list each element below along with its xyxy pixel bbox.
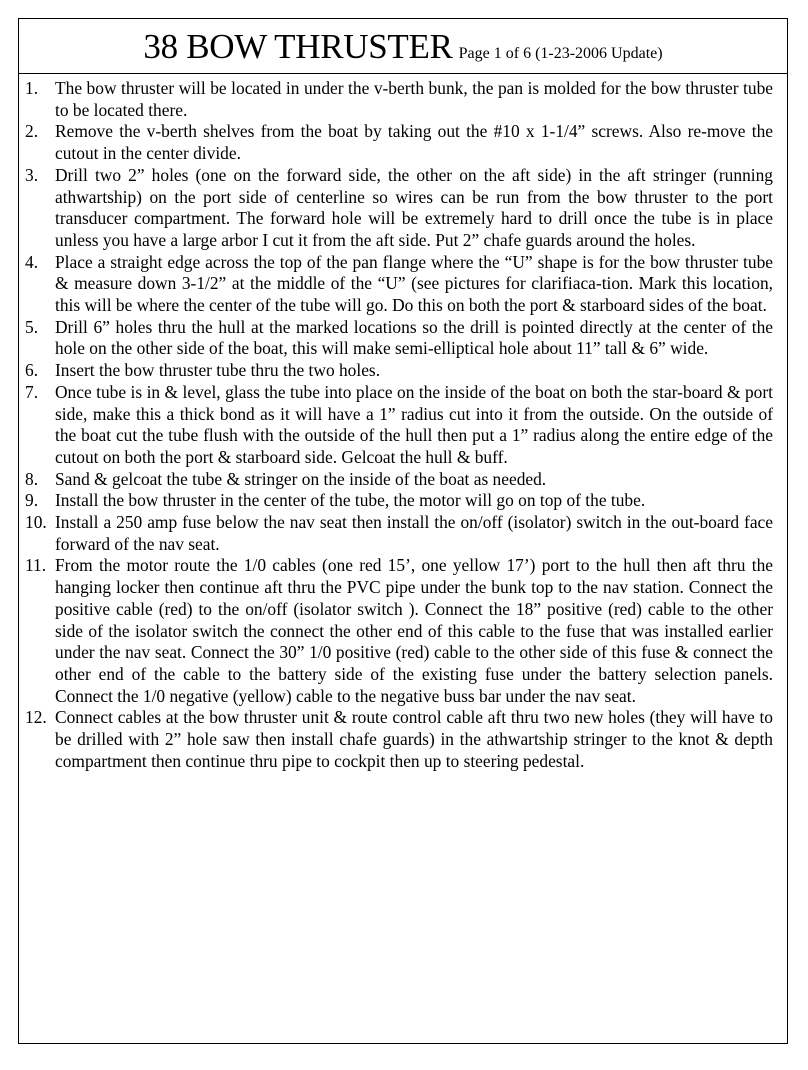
step-number: 9. [25,490,39,511]
instruction-step [19,469,787,491]
step-text: Connect cables at the bow thruster unit & route control cable aft thru two new holes (they will have to be drilled with 2” hole saw then install chafe guards) in the athwartship stringer to the knot & depth compartment then continue thru pipe to cockpit then up to steering pedestal. [55,707,773,771]
step-text: Once tube is in & level, glass the tube into place on the inside of the boat on both the star-board & port side, make this a thick bond as it will have a 1” radius cut into it from the outside. On the outside of the boat cut the tube flush with the outside of the hull then put a 1” radius along the entire edge of the cutout on both the port & starboard side. Gelcoat the hull & buff. [55,381,773,467]
page-frame [18,18,788,1044]
step-number: 2. [25,121,39,142]
instruction-step [19,252,787,317]
step-number: 7. [25,381,39,402]
step-number: 4. [25,251,39,272]
step-number: 8. [25,468,39,489]
step-text: Sand & gelcoat the tube & stringer on the inside of the boat as needed. [55,468,547,489]
instruction-step [19,490,787,512]
step-text: Drill 6” holes thru the hull at the marked locations so the drill is pointed directly at the center of the hole on the other side of the boat, this will make semi-elliptical hole about 11” tall & 6” wide. [55,316,773,359]
step-text: Install a 250 amp fuse below the nav seat then install the on/off (isolator) switch in the out-board face forward of the nav seat. [55,512,773,554]
instruction-step [19,382,787,469]
step-text: Install the bow thruster in the center of the tube, the motor will go on top of the tube. [55,490,646,511]
header-text [143,27,662,67]
step-number: 11. [25,555,47,576]
instruction-step [19,360,787,382]
page-header [19,19,787,74]
document-title: 38 BOW THRUSTER [143,27,453,66]
instruction-step [19,78,787,121]
step-text: Place a straight edge across the top of the pan flange where the “U” shape is for the bow thruster tube & measure down 3-1/2” at the middle of the “U” (see pictures for clarifiaca-tion. Mark this location, this will be where the center of the tube will go. Do this on both the port & starboard sides of the boat. [55,251,773,316]
step-number: 5. [25,316,39,337]
instruction-step [19,165,787,252]
instruction-step [19,707,787,772]
step-number: 3. [25,164,39,185]
step-text: Insert the bow thruster tube thru the two holes. [55,360,381,381]
instruction-step [19,317,787,360]
step-text: From the motor route the 1/0 cables (one red 15’, one yellow 17’) port to the hull then aft thru the hanging locker then continue aft thru the PVC pipe under the bunk top to the nav station. Connect the positive cable (red) to the on/off (isolator switch ). Connect the 18” positive (red) cable to the other side of the isolator switch the connect the other end of this cable to the fuse that was installed earlier under the nav seat. Connect the 30” 1/0 positive (red) cable to the other side of this fuse & connect the other end of the cable to the battery side of the existing fuse under the battery selection panels. Connect the 1/0 negative (yellow) cable to the negative buss bar under the nav seat. [55,555,773,706]
step-number: 12. [25,707,47,728]
instruction-step [19,121,787,164]
step-number: 6. [25,360,39,381]
instruction-list [19,78,787,773]
step-text: The bow thruster will be located in under the v-berth bunk, the pan is molded for the bow thruster tube to be located there. [55,78,773,120]
step-number: 10. [25,512,47,533]
step-text: Drill two 2” holes (one on the forward side, the other on the aft side) in the aft stringer (running athwartship) on the port side of centerline so wires can be run from the bow thruster to the port transducer compartment. The forward hole will be extremely hard to drill once the tube is in place unless you have a large arbor I cut it from the aft side. Put 2” chafe guards around the holes. [55,164,773,250]
step-number: 1. [25,78,39,98]
page-info: Page 1 of 6 (1-23-2006 Update) [458,45,663,62]
step-text: Remove the v-berth shelves from the boat by taking out the #10 x 1-1/4” screws. Also re-move the cutout in the center divide. [55,121,773,164]
instruction-step [19,512,787,555]
instruction-step [19,555,787,707]
